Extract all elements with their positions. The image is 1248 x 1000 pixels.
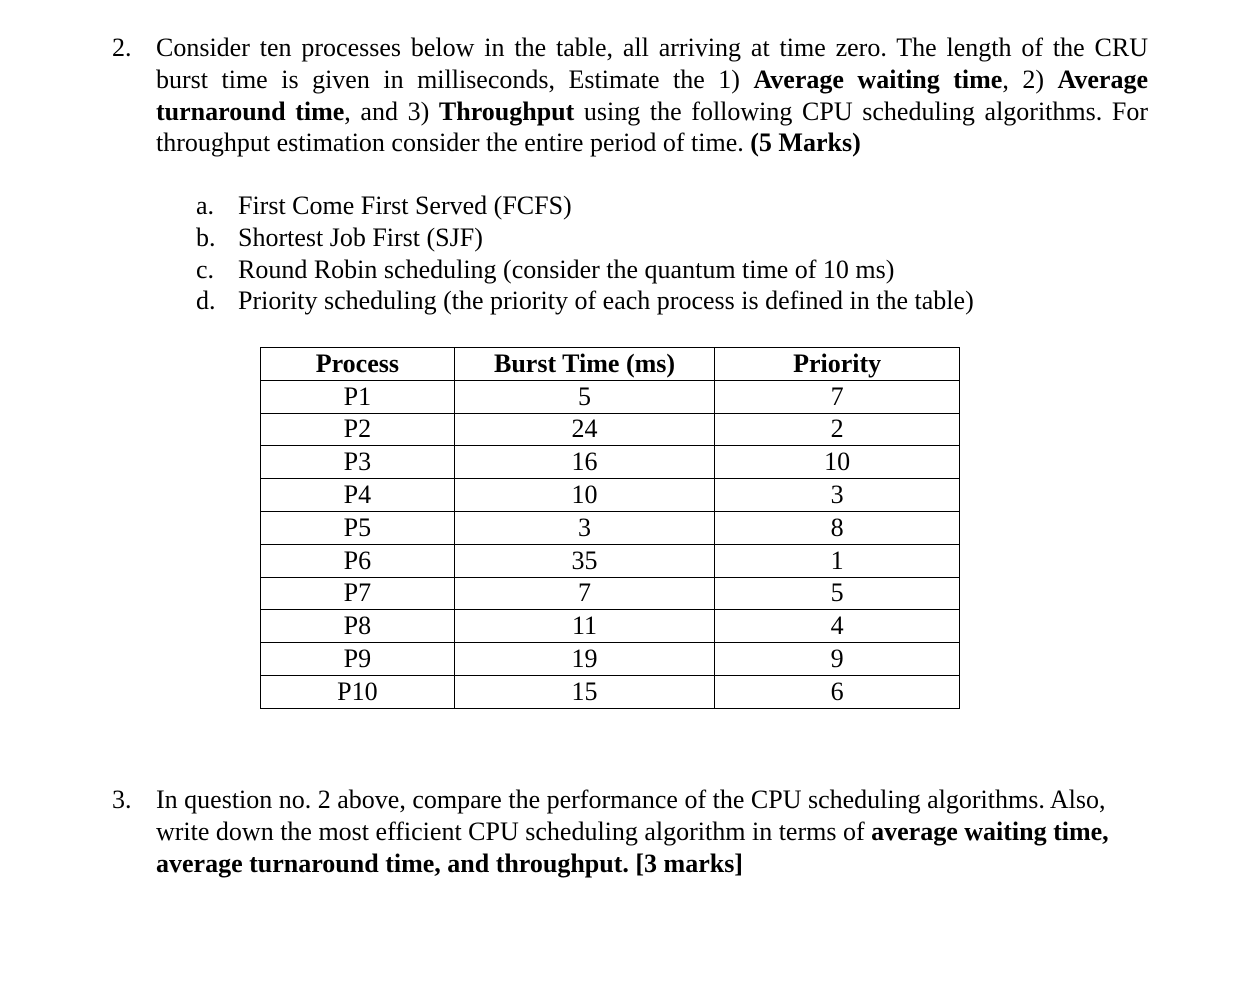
header-process: Process <box>261 348 455 381</box>
document-page: 2. Consider ten processes below in the table, all arriving at time zero. The length of the CRU burst time is given in milliseconds, Estimate the 1) Average waiting time, 2) Average turnaround time, and 3) Throughput using the following CPU scheduling algorithms. For throughput estimation consider the entire period of time. (5 Marks) a. First Come First Served (FCFS) b. Shortest Job First (SJF) c. Round Robin scheduling (consider the quantum time of 10 ms) d. Priority scheduling (the priority of each process is defined in the table) Process Burst Time (ms) Priority P1 5 7 P2 24 2 P3 16 10 P4 10 3 P5 3 8 P6 35 1 P7 7 5 P8 11 4 P9 19 9 P10 15 6 3. In question no. 2 above, compare the performance of the CPU scheduling algorithms. Also, write down the most efficient CPU scheduling algorithm in terms of average waiting time, average turnaround time, and throughput. [3 marks] <box>112 33 1148 878</box>
table-row: P6 35 1 <box>261 544 960 577</box>
table-row: P3 16 10 <box>261 446 960 479</box>
marks-label: (5 Marks) <box>750 128 861 158</box>
table-row: P4 10 3 <box>261 479 960 512</box>
header-burst-time: Burst Time (ms) <box>454 348 715 381</box>
table-row: P8 11 4 <box>261 610 960 643</box>
question-2-text: Consider ten processes below in the table, all arriving at time zero. The length of the CRU burst time is given in milliseconds, Estimate the 1) Average waiting time, 2) Average turnaround time, and 3) Throughput using the following CPU scheduling algorithms. For throughput estimation consider the entire period of time. (5 Marks) <box>156 33 1148 158</box>
table-row: P9 19 9 <box>261 643 960 676</box>
header-priority: Priority <box>715 348 960 381</box>
question-number: 3. <box>112 785 132 814</box>
bold-average-turnaround-time: Average turnaround time <box>156 64 1148 126</box>
process-table <box>260 347 960 709</box>
table-row: P7 7 5 <box>261 577 960 610</box>
question-3-text: In question no. 2 above, compare the performance of the CPU scheduling algorithms. Also, write down the most efficient CPU scheduling algorithm in terms of average waiting time, average turnaround time, and throughput. [3 marks] <box>156 785 1109 878</box>
bold-throughput: Throughput <box>438 96 575 126</box>
question-number: 2. <box>112 33 132 62</box>
question-3 <box>112 784 1148 879</box>
table-row: P10 15 6 <box>261 675 960 708</box>
table-row: P2 24 2 <box>261 413 960 446</box>
table-row: P1 5 7 <box>261 380 960 413</box>
bold-average-waiting-time: Average waiting time <box>753 64 1003 94</box>
table-row: P5 3 8 <box>261 511 960 544</box>
question-2 <box>112 32 1148 159</box>
bold-criteria: average waiting time, average turnaround time, and throughput. [3 marks] <box>156 816 1109 878</box>
table-header-row <box>261 348 960 381</box>
